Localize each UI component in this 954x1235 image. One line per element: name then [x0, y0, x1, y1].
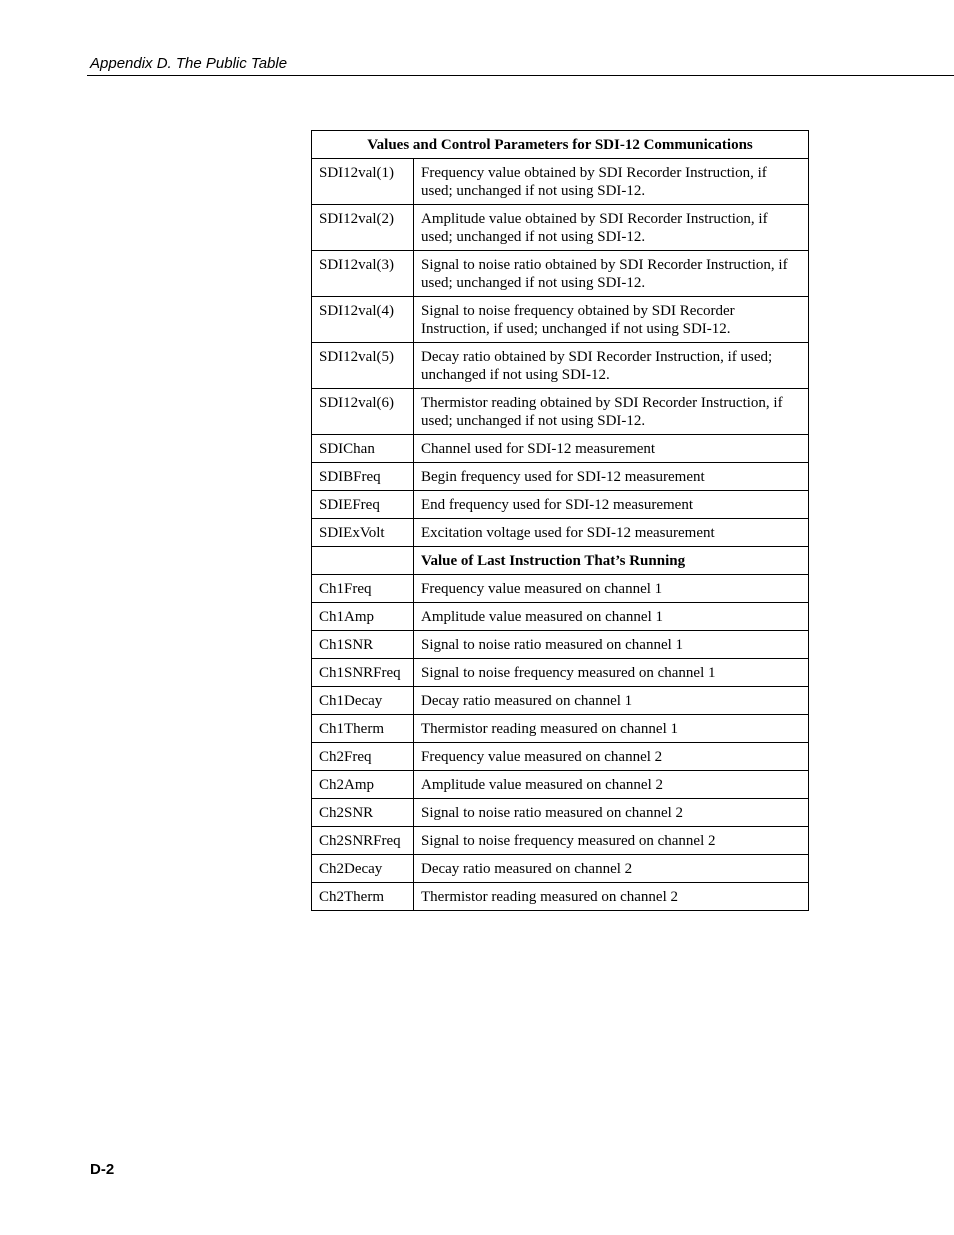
variable-name: SDI12val(6) — [312, 389, 414, 435]
variable-name: SDI12val(1) — [312, 159, 414, 205]
variable-description: Signal to noise frequency measured on channel 2 — [414, 827, 809, 855]
variable-name: SDI12val(3) — [312, 251, 414, 297]
variable-description: Amplitude value measured on channel 2 — [414, 771, 809, 799]
variable-name: Ch1Therm — [312, 715, 414, 743]
variable-description: Signal to noise ratio obtained by SDI Recorder Instruction, if used; unchanged if not using SDI-12. — [414, 251, 809, 297]
table-row — [312, 575, 809, 603]
table-row — [312, 491, 809, 519]
section-title-last-instruction: Value of Last Instruction That’s Running — [414, 547, 809, 575]
table-row — [312, 603, 809, 631]
variable-description: Thermistor reading measured on channel 2 — [414, 883, 809, 911]
table-section-header — [312, 131, 809, 159]
variable-description: Frequency value measured on channel 1 — [414, 575, 809, 603]
table-row — [312, 297, 809, 343]
running-header: Appendix D. The Public Table — [90, 55, 288, 72]
table-row — [312, 463, 809, 491]
variable-name: Ch2Therm — [312, 883, 414, 911]
table-row — [312, 799, 809, 827]
table-row — [312, 389, 809, 435]
table-row — [312, 435, 809, 463]
table-row — [312, 659, 809, 687]
variable-name: Ch1Freq — [312, 575, 414, 603]
variable-name: Ch1SNR — [312, 631, 414, 659]
variable-name: Ch2Amp — [312, 771, 414, 799]
page-number: D-2 — [90, 1161, 115, 1178]
table-row — [312, 631, 809, 659]
variable-description: Thermistor reading measured on channel 1 — [414, 715, 809, 743]
variable-description: Frequency value obtained by SDI Recorder Instruction, if used; unchanged if not using SDI-12. — [414, 159, 809, 205]
variable-name: Ch2SNR — [312, 799, 414, 827]
variable-description: Signal to noise frequency measured on channel 1 — [414, 659, 809, 687]
variable-description: Decay ratio measured on channel 2 — [414, 855, 809, 883]
table-row — [312, 205, 809, 251]
variable-name: SDI12val(2) — [312, 205, 414, 251]
variable-name: SDI12val(5) — [312, 343, 414, 389]
variable-description: Signal to noise ratio measured on channel 2 — [414, 799, 809, 827]
variable-description: Channel used for SDI-12 measurement — [414, 435, 809, 463]
variable-description: Begin frequency used for SDI-12 measurement — [414, 463, 809, 491]
subsection-empty-cell — [312, 547, 414, 575]
table-row — [312, 687, 809, 715]
variable-name: SDIExVolt — [312, 519, 414, 547]
variable-name: SDI12val(4) — [312, 297, 414, 343]
variable-name: Ch2Freq — [312, 743, 414, 771]
variable-name: Ch2SNRFreq — [312, 827, 414, 855]
variable-name: SDIEFreq — [312, 491, 414, 519]
table-subsection-header — [312, 547, 809, 575]
variable-name: SDIBFreq — [312, 463, 414, 491]
variable-description: Signal to noise ratio measured on channel 1 — [414, 631, 809, 659]
variable-description: Frequency value measured on channel 2 — [414, 743, 809, 771]
public-table-parameters — [311, 130, 809, 911]
variable-description: Signal to noise frequency obtained by SDI Recorder Instruction, if used; unchanged if not using SDI-12. — [414, 297, 809, 343]
variable-name: Ch1Amp — [312, 603, 414, 631]
variable-description: Amplitude value measured on channel 1 — [414, 603, 809, 631]
table-row — [312, 159, 809, 205]
table-row — [312, 715, 809, 743]
variable-description: Thermistor reading obtained by SDI Recorder Instruction, if used; unchanged if not using SDI-12. — [414, 389, 809, 435]
table-row — [312, 771, 809, 799]
variable-description: Excitation voltage used for SDI-12 measurement — [414, 519, 809, 547]
section-title-sdi12: Values and Control Parameters for SDI-12 Communications — [312, 131, 809, 159]
variable-description: Decay ratio measured on channel 1 — [414, 687, 809, 715]
variable-name: Ch1Decay — [312, 687, 414, 715]
variable-name: Ch2Decay — [312, 855, 414, 883]
table-row — [312, 883, 809, 911]
table-row — [312, 343, 809, 389]
table-row — [312, 519, 809, 547]
table-row — [312, 827, 809, 855]
variable-description: Decay ratio obtained by SDI Recorder Instruction, if used; unchanged if not using SDI-12. — [414, 343, 809, 389]
table-row — [312, 855, 809, 883]
variable-description: End frequency used for SDI-12 measurement — [414, 491, 809, 519]
table-row — [312, 743, 809, 771]
variable-description: Amplitude value obtained by SDI Recorder Instruction, if used; unchanged if not using SDI-12. — [414, 205, 809, 251]
table-row — [312, 251, 809, 297]
variable-name: SDIChan — [312, 435, 414, 463]
variable-name: Ch1SNRFreq — [312, 659, 414, 687]
header-rule — [87, 75, 954, 76]
